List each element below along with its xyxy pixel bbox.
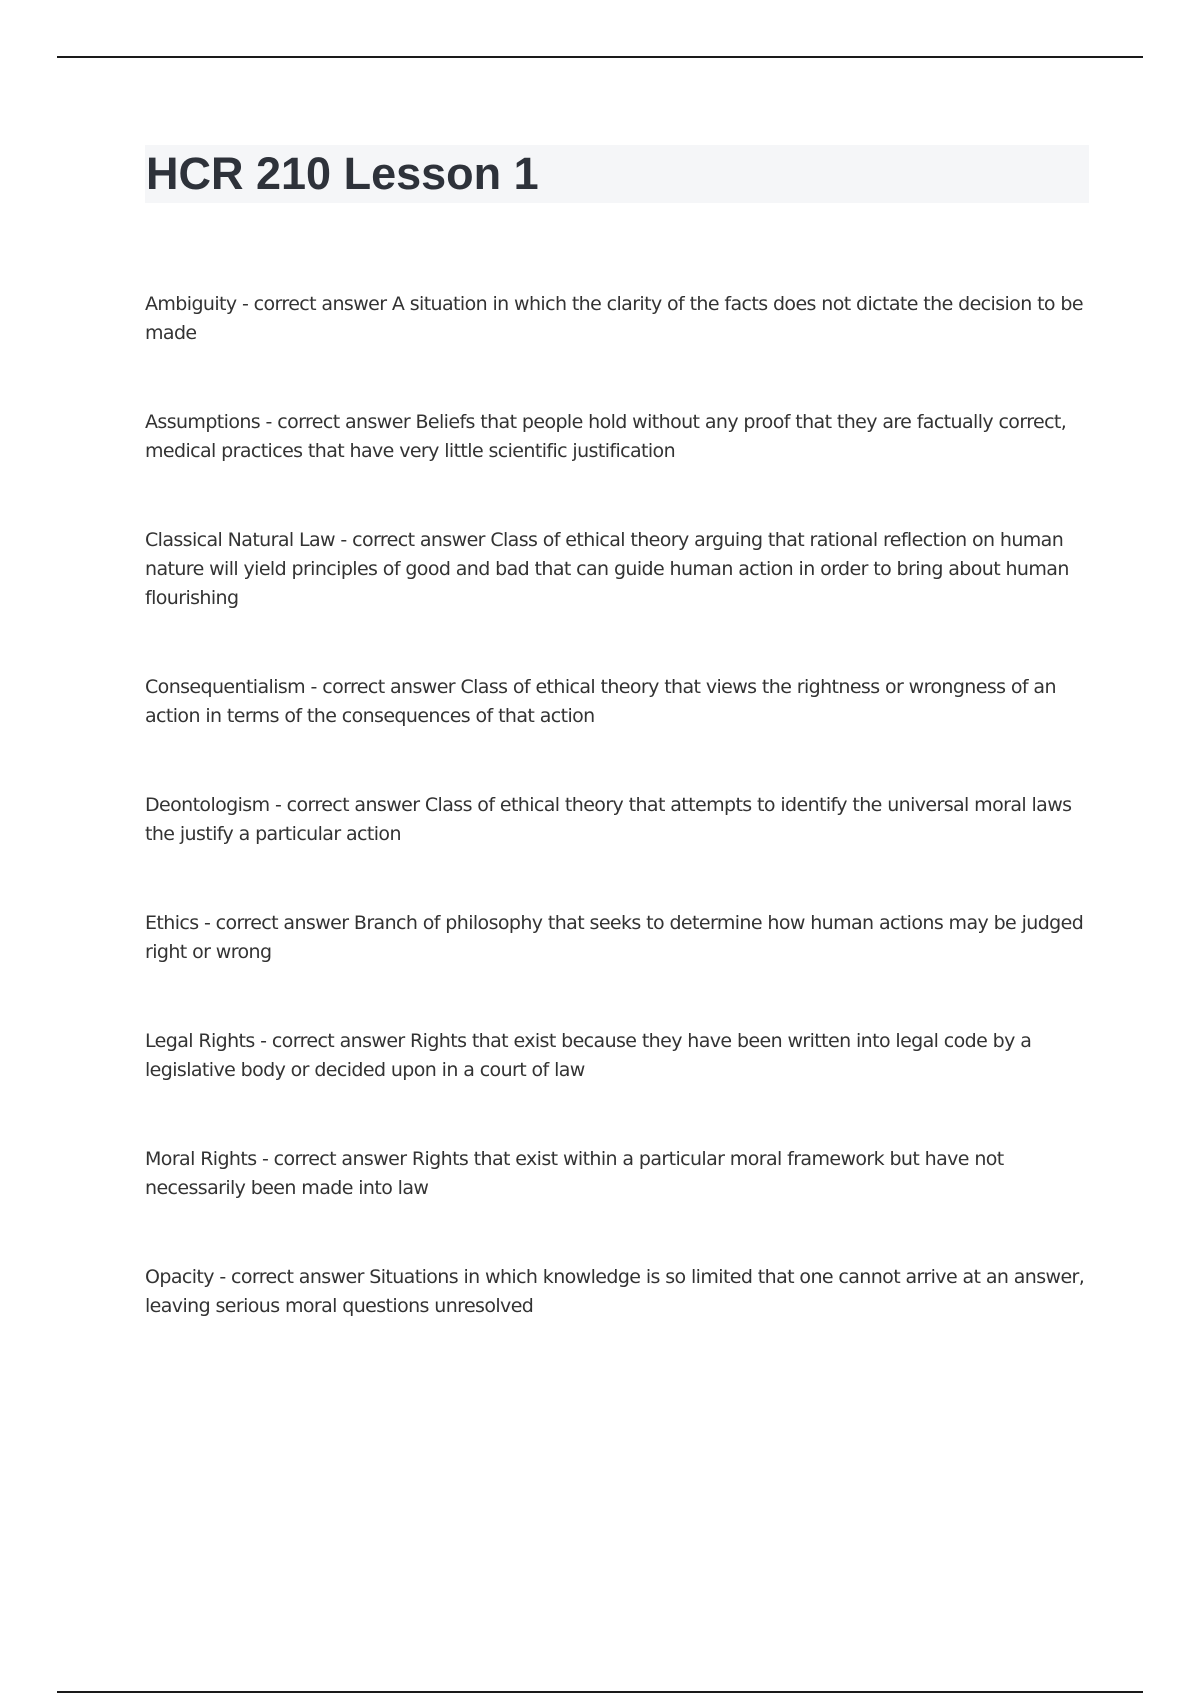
bottom-divider	[57, 1691, 1143, 1693]
page-title: HCR 210 Lesson 1	[146, 148, 539, 199]
definition-ethics: Ethics - correct answer Branch of philosophy that seeks to determine how human actions may be judged right or wrong	[145, 912, 1084, 963]
definition-deontologism: Deontologism - correct answer Class of ethical theory that attempts to identify the universal moral laws the justify a particular action	[145, 794, 1072, 845]
definition-ambiguity: Ambiguity - correct answer A situation in which the clarity of the facts does not dictate the decision to be made	[145, 293, 1083, 344]
definition-legal-rights: Legal Rights - correct answer Rights that exist because they have been written into legal code by a legislative body or decided upon in a court of law	[145, 1030, 1032, 1081]
top-divider	[57, 56, 1143, 58]
definition-opacity: Opacity - correct answer Situations in which knowledge is so limited that one cannot arrive at an answer, leaving serious moral questions unresolved	[145, 1266, 1085, 1317]
definition-moral-rights: Moral Rights - correct answer Rights that exist within a particular moral framework but have not necessarily been made into law	[145, 1148, 1004, 1199]
definition-list	[145, 290, 1095, 1381]
definition-assumptions: Assumptions - correct answer Beliefs that people hold without any proof that they are factually correct, medical practices that have very little scientific justification	[145, 411, 1067, 462]
definition-consequentialism: Consequentialism - correct answer Class of ethical theory that views the rightness or wrongness of an action in terms of the consequences of that action	[145, 676, 1056, 727]
definition-classical-natural-law: Classical Natural Law - correct answer Class of ethical theory arguing that rational reflection on human nature will yield principles of good and bad that can guide human action in order to bring about human flourishing	[145, 529, 1069, 609]
